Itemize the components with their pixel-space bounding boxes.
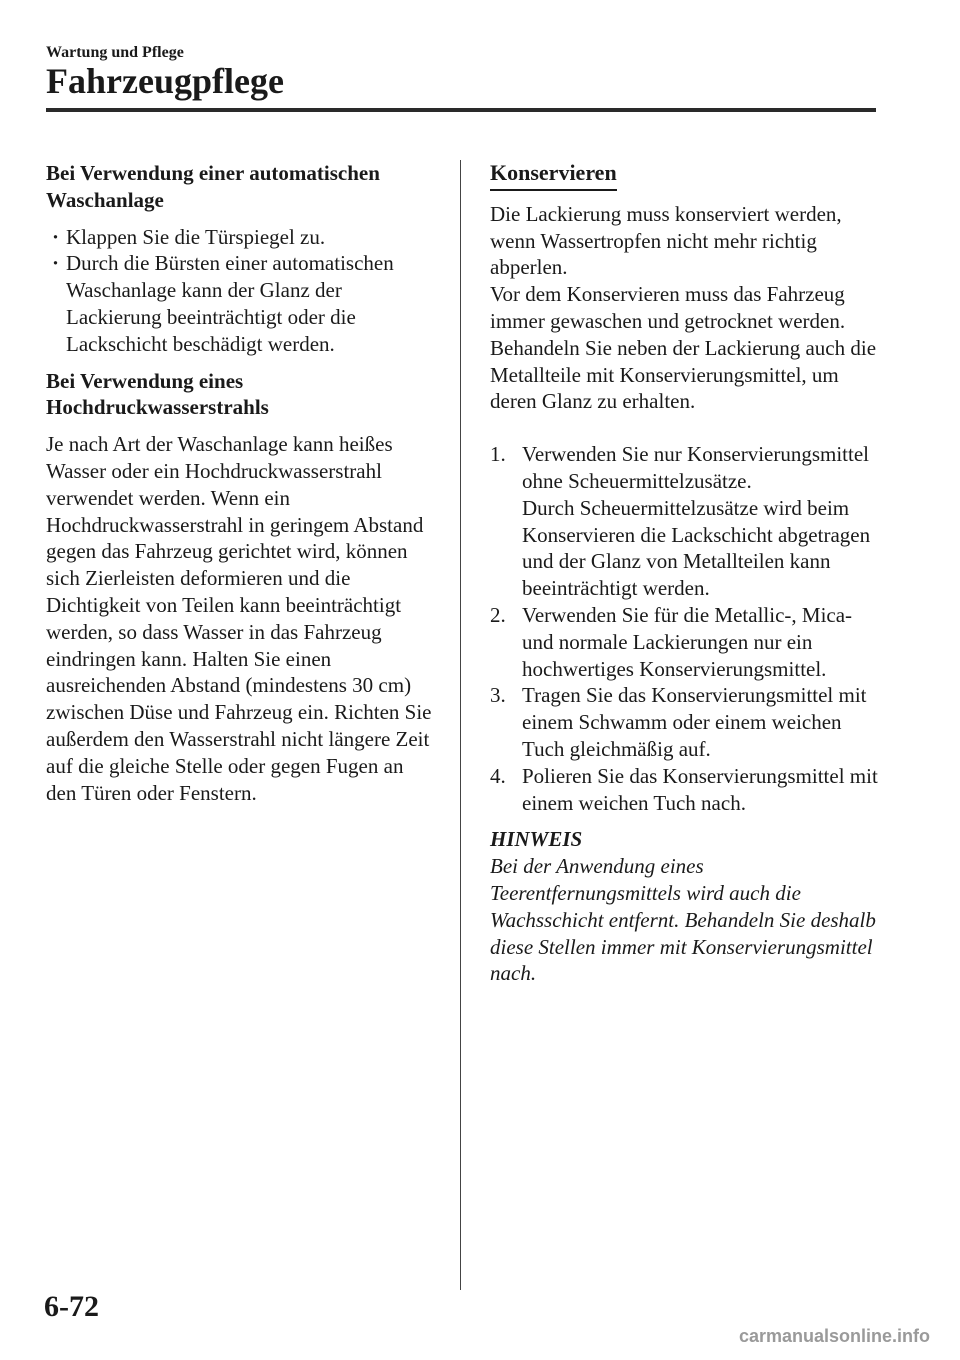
heading-konservieren: Konservieren [490, 160, 617, 191]
step-detail: Durch Scheuermittelzusätze wird beim Konservieren die Lackschicht abgetragen und der Glanz von Metallteilen kann beeinträchtigt werden. [522, 495, 871, 601]
bullet-list [46, 224, 436, 358]
section-label: Wartung und Pflege [46, 44, 184, 61]
heading-automatic-wash: Bei Verwendung einer automatischen Waschanlage [46, 161, 380, 212]
intro-paragraph-2: Vor dem Konservieren muss das Fahrzeug immer gewaschen und getrocknet werden. Behandeln Sie neben der Lackierung auch die Metallteile mit Konservierungsmittel, um deren Glanz zu erhalten. [490, 282, 877, 414]
title-rule [46, 108, 876, 112]
watermark: carmanualsonline.info [738, 1326, 930, 1346]
step-item [490, 682, 882, 762]
left-column [46, 160, 436, 816]
bullet-item: · Durch die Bürsten einer automatischen Waschanlage kann der Glanz der Lackierung beeinträchtigt oder die Lackschicht beschädigt werden. [46, 250, 436, 357]
heading-high-pressure: Bei Verwendung eines Hochdruckwasserstrahls [46, 368, 269, 420]
step-number: 3. [490, 683, 506, 708]
bullet-item: · Klappen Sie die Türspiegel zu. [46, 224, 436, 251]
page-number: 6-72 [44, 1290, 99, 1323]
step-text: Polieren Sie das Konservierungsmittel mit einem weichen Tuch nach. [522, 763, 878, 815]
note-heading: HINWEIS [490, 827, 583, 852]
step-item [490, 763, 882, 817]
step-text: Tragen Sie das Konservierungsmittel mit einem Schwamm oder einem weichen Tuch gleichmäßig auf. [522, 683, 867, 761]
steps-list [490, 441, 882, 816]
step-number: 1. [490, 442, 506, 467]
step-text: Verwenden Sie für die Metallic-, Mica- und normale Lackierungen nur ein hochwertiges Konservierungsmittel. [522, 602, 853, 681]
step-item [490, 602, 882, 682]
page-title: Fahrzeugpflege [46, 61, 284, 101]
step-item [490, 441, 882, 602]
note-body: Bei der Anwendung eines Teerentfernungsmittels wird auch die Wachsschicht entfernt. Behandeln Sie deshalb diese Stellen immer mit Konservierungsmittel nach. [490, 854, 876, 986]
right-column [490, 160, 882, 987]
intro-paragraph-1: Die Lackierung muss konserviert werden, wenn Wassertropfen nicht mehr richtig abperlen. [490, 201, 842, 280]
column-divider [460, 160, 461, 1290]
step-number: 2. [490, 602, 506, 627]
step-number: 4. [490, 763, 506, 788]
high-pressure-paragraph: Je nach Art der Waschanlage kann heißes Wasser oder ein Hochdruckwasserstrahl verwendet werden. Wenn ein Hochdruckwasserstrahl in geringem Abstand gegen das Fahrzeug gerichtet wird, können sich Zierleisten deformieren und die Dichtigkeit von Teilen kann beeinträchtigt werden, so dass Wasser in das Fahrzeug eindringen kann. Halten Sie einen ausreichenden Abstand (mindestens 30 cm) zwischen Düse und Fahrzeug ein. Richten Sie außerdem den Wasserstrahl nicht längere Zeit auf die gleiche Stelle oder gegen Fugen an den Türen oder Fenstern. [46, 432, 432, 805]
step-text: Verwenden Sie nur Konservierungsmittel ohne Scheuermittelzusätze. [522, 442, 870, 493]
